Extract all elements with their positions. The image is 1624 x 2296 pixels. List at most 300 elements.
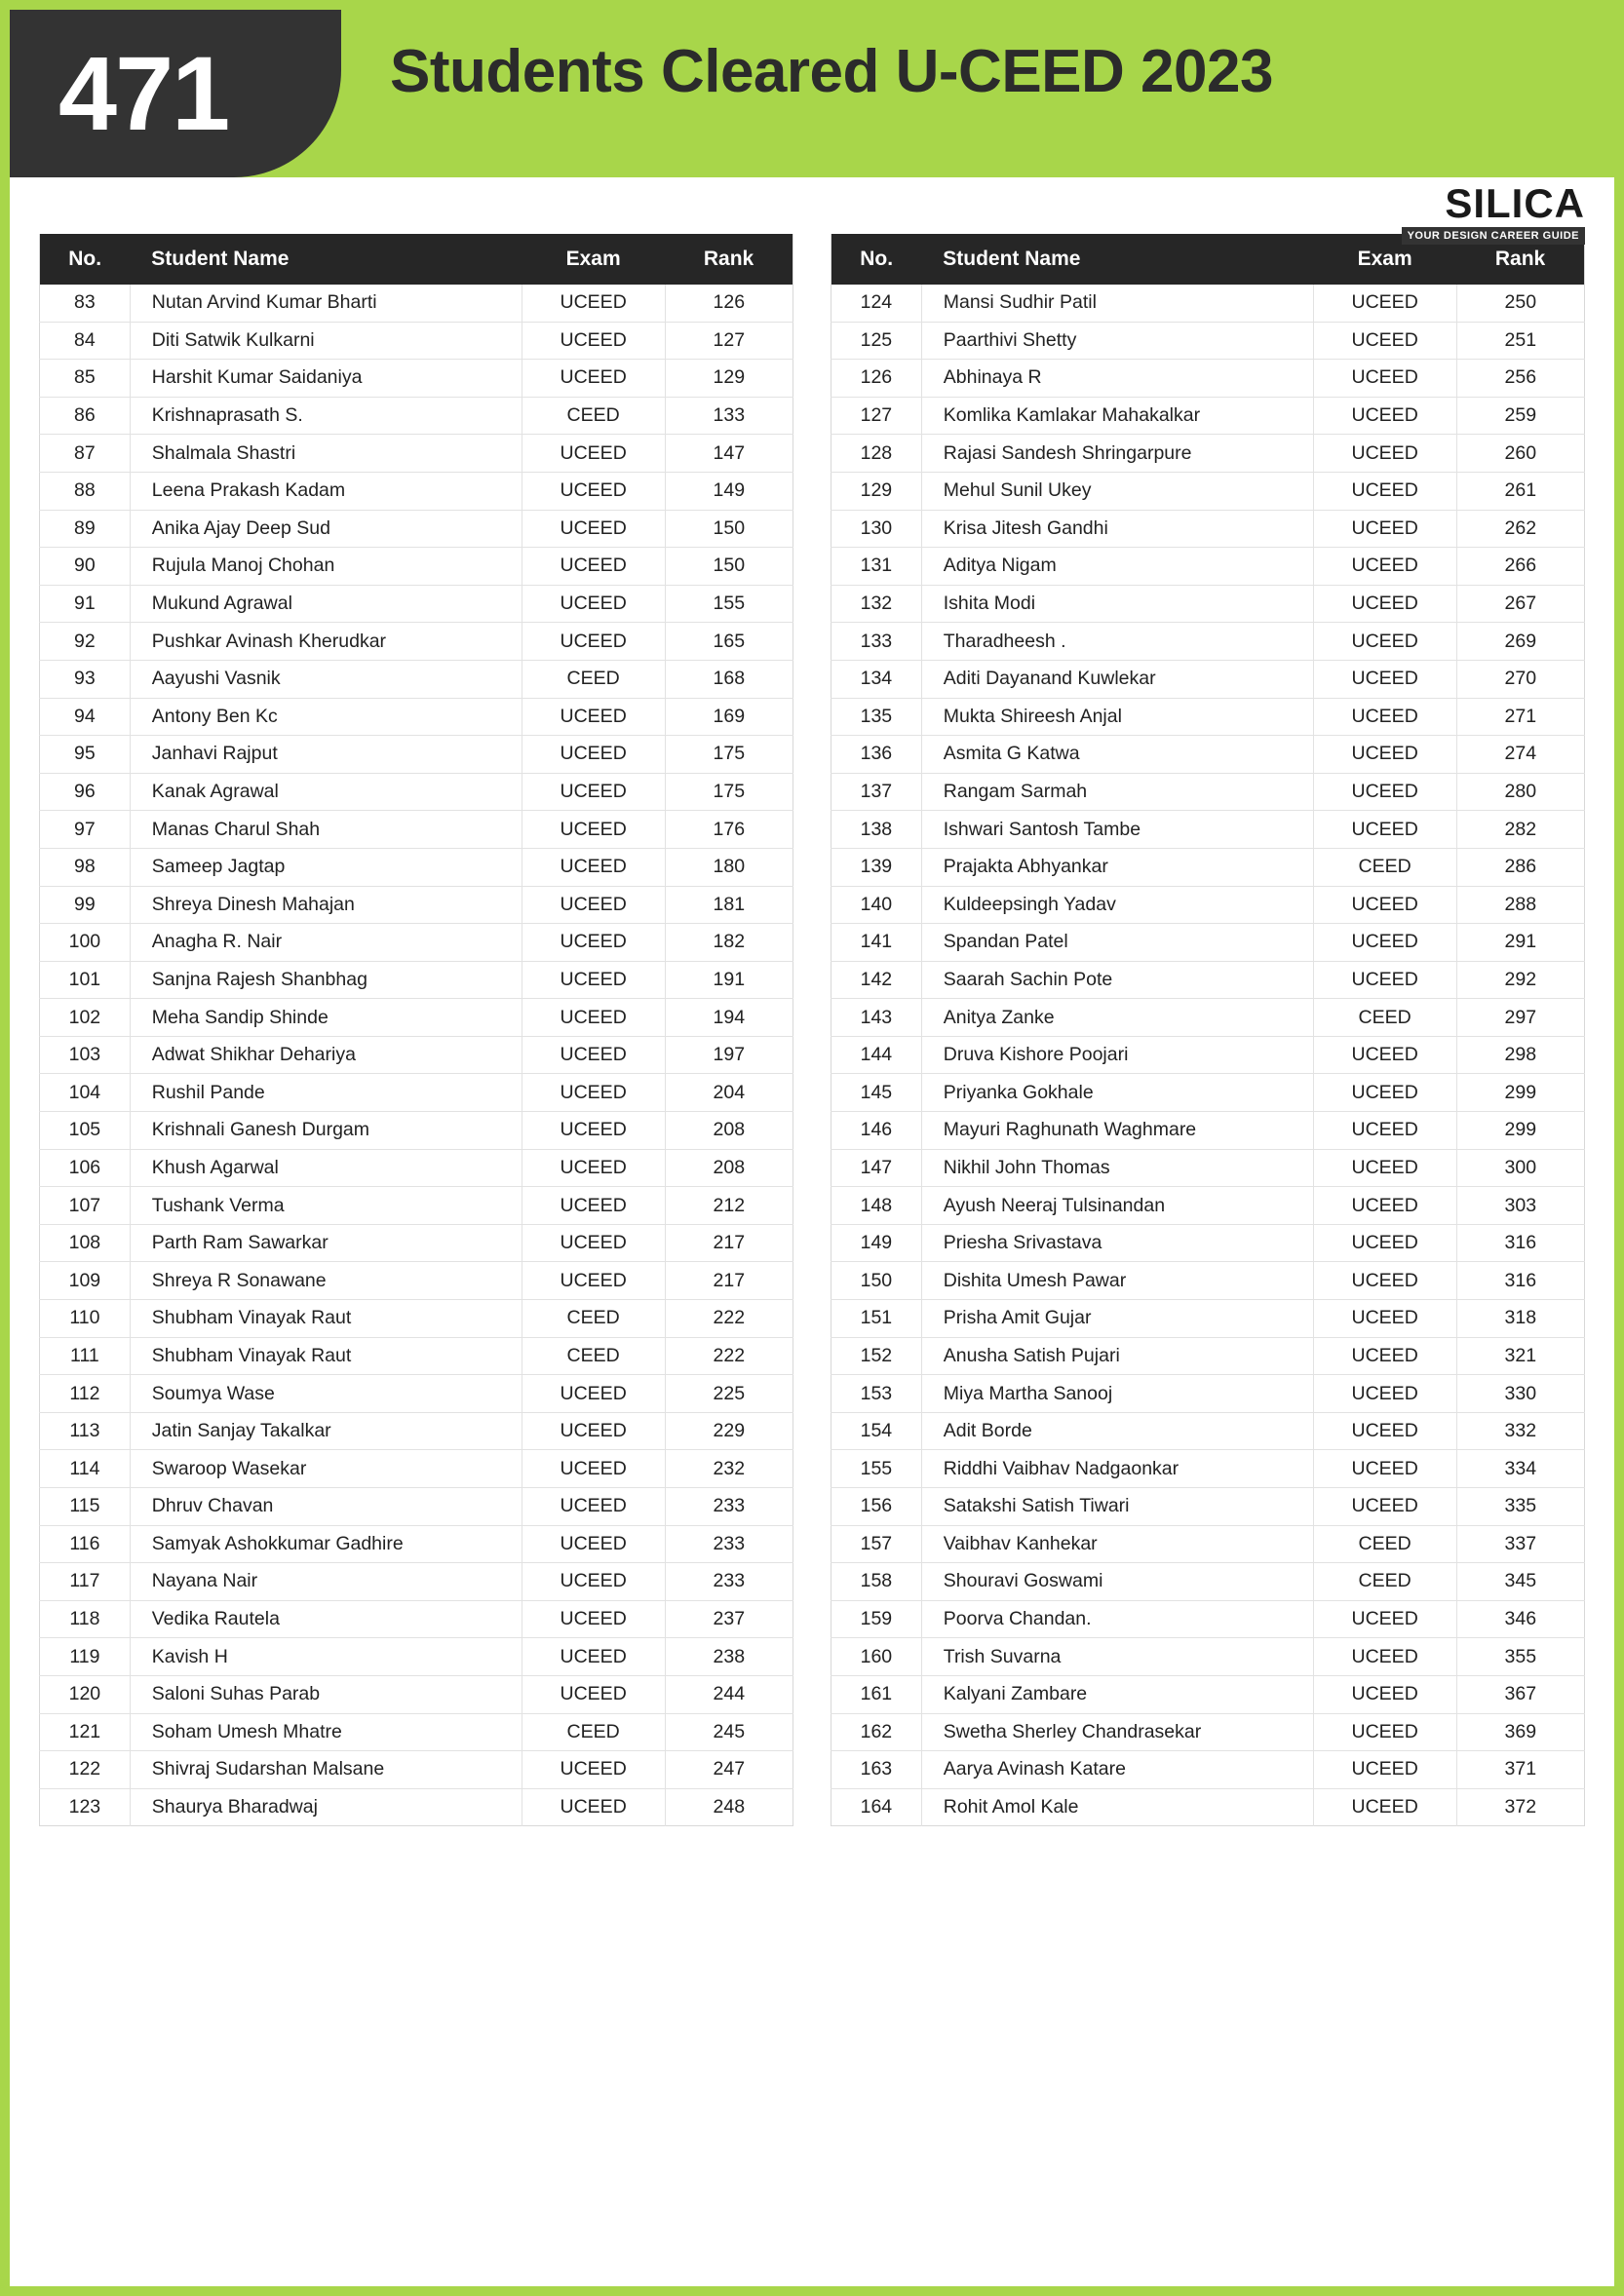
table-row	[831, 886, 1585, 924]
table-row	[831, 1751, 1585, 1789]
cell-exam: CEED	[522, 660, 665, 698]
cell-student-name: Krishnaprasath S.	[130, 397, 522, 435]
table-row	[40, 548, 793, 586]
table-row	[831, 698, 1585, 736]
cell-no: 122	[40, 1751, 131, 1789]
cell-rank: 150	[665, 510, 793, 548]
cell-student-name: Riddhi Vaibhav Nadgaonkar	[921, 1450, 1313, 1488]
cell-exam: UCEED	[1313, 472, 1456, 510]
results-tables	[10, 177, 1614, 1826]
cell-no: 155	[831, 1450, 922, 1488]
cell-rank: 225	[665, 1375, 793, 1413]
table-row	[40, 698, 793, 736]
table-row	[40, 1638, 793, 1676]
cell-exam: CEED	[1313, 999, 1456, 1037]
cell-exam: UCEED	[522, 1488, 665, 1526]
cell-student-name: Priesha Srivastava	[921, 1224, 1313, 1262]
cell-no: 116	[40, 1525, 131, 1563]
cell-exam: UCEED	[1313, 1187, 1456, 1225]
cell-no: 143	[831, 999, 922, 1037]
cell-no: 115	[40, 1488, 131, 1526]
cell-no: 132	[831, 585, 922, 623]
cell-no: 136	[831, 736, 922, 774]
cell-student-name: Rohit Amol Kale	[921, 1788, 1313, 1826]
cell-rank: 346	[1456, 1600, 1584, 1638]
cell-exam: UCEED	[1313, 285, 1456, 322]
table-row	[40, 1675, 793, 1713]
table-row	[831, 1713, 1585, 1751]
cell-no: 96	[40, 773, 131, 811]
cell-exam: UCEED	[522, 736, 665, 774]
cell-exam: UCEED	[1313, 1488, 1456, 1526]
cell-rank: 175	[665, 773, 793, 811]
table-row	[40, 1525, 793, 1563]
cell-student-name: Nutan Arvind Kumar Bharti	[130, 285, 522, 322]
cell-student-name: Spandan Patel	[921, 924, 1313, 962]
table-row	[831, 848, 1585, 886]
cell-rank: 250	[1456, 285, 1584, 322]
cell-rank: 267	[1456, 585, 1584, 623]
table-row	[831, 736, 1585, 774]
cell-exam: UCEED	[522, 1074, 665, 1112]
cell-exam: UCEED	[522, 623, 665, 661]
cell-student-name: Ishwari Santosh Tambe	[921, 811, 1313, 849]
cell-exam: UCEED	[1313, 1149, 1456, 1187]
table-row	[40, 1112, 793, 1150]
cell-rank: 208	[665, 1112, 793, 1150]
cell-student-name: Sameep Jagtap	[130, 848, 522, 886]
cell-no: 146	[831, 1112, 922, 1150]
cell-exam: UCEED	[1313, 360, 1456, 398]
cell-exam: UCEED	[1313, 322, 1456, 360]
table-row	[831, 1450, 1585, 1488]
cell-no: 154	[831, 1412, 922, 1450]
cell-rank: 191	[665, 961, 793, 999]
cell-rank: 212	[665, 1187, 793, 1225]
cell-student-name: Druva Kishore Poojari	[921, 1036, 1313, 1074]
cell-exam: CEED	[1313, 848, 1456, 886]
cell-exam: UCEED	[522, 548, 665, 586]
column-header-exam: Exam	[522, 234, 665, 285]
cell-rank: 297	[1456, 999, 1584, 1037]
cell-no: 131	[831, 548, 922, 586]
table-row	[831, 585, 1585, 623]
cell-no: 108	[40, 1224, 131, 1262]
cell-exam: CEED	[522, 1300, 665, 1338]
cell-no: 148	[831, 1187, 922, 1225]
table-row	[40, 585, 793, 623]
cell-student-name: Kalyani Zambare	[921, 1675, 1313, 1713]
cell-student-name: Parth Ram Sawarkar	[130, 1224, 522, 1262]
cell-student-name: Sanjna Rajesh Shanbhag	[130, 961, 522, 999]
student-count-badge	[10, 10, 341, 177]
cell-student-name: Komlika Kamlakar Mahakalkar	[921, 397, 1313, 435]
cell-no: 110	[40, 1300, 131, 1338]
cell-student-name: Shaurya Bharadwaj	[130, 1788, 522, 1826]
cell-exam: UCEED	[522, 848, 665, 886]
cell-rank: 303	[1456, 1187, 1584, 1225]
cell-student-name: Rushil Pande	[130, 1074, 522, 1112]
cell-no: 162	[831, 1713, 922, 1751]
cell-exam: UCEED	[522, 1375, 665, 1413]
cell-student-name: Tushank Verma	[130, 1187, 522, 1225]
table-row	[831, 472, 1585, 510]
table-row	[831, 1224, 1585, 1262]
cell-student-name: Ishita Modi	[921, 585, 1313, 623]
table-body-left	[40, 285, 793, 1826]
cell-exam: UCEED	[1313, 1375, 1456, 1413]
table-header-row	[40, 234, 793, 285]
cell-student-name: Swaroop Wasekar	[130, 1450, 522, 1488]
cell-student-name: Kavish H	[130, 1638, 522, 1676]
cell-student-name: Prajakta Abhyankar	[921, 848, 1313, 886]
column-header-exam: Exam	[1313, 234, 1456, 285]
cell-rank: 316	[1456, 1224, 1584, 1262]
cell-no: 140	[831, 886, 922, 924]
cell-rank: 269	[1456, 623, 1584, 661]
logo-text: SILICA	[1445, 180, 1585, 226]
cell-no: 164	[831, 1788, 922, 1826]
cell-rank: 286	[1456, 848, 1584, 886]
table-row	[40, 1149, 793, 1187]
cell-no: 138	[831, 811, 922, 849]
page-header	[10, 10, 1614, 177]
cell-student-name: Rangam Sarmah	[921, 773, 1313, 811]
cell-exam: UCEED	[1313, 1262, 1456, 1300]
cell-no: 128	[831, 435, 922, 473]
cell-rank: 155	[665, 585, 793, 623]
table-row	[40, 1224, 793, 1262]
cell-student-name: Shivraj Sudarshan Malsane	[130, 1751, 522, 1789]
cell-rank: 330	[1456, 1375, 1584, 1413]
cell-student-name: Adwat Shikhar Dehariya	[130, 1036, 522, 1074]
cell-student-name: Soumya Wase	[130, 1375, 522, 1413]
cell-exam: UCEED	[1313, 736, 1456, 774]
cell-rank: 372	[1504, 1796, 1537, 1818]
table-row	[831, 435, 1585, 473]
cell-rank: 321	[1456, 1337, 1584, 1375]
cell-student-name: Mukta Shireesh Anjal	[921, 698, 1313, 736]
cell-no: 145	[831, 1074, 922, 1112]
table-row	[831, 660, 1585, 698]
cell-rank: 299	[1456, 1112, 1584, 1150]
cell-student-name: Rujula Manoj Chohan	[130, 548, 522, 586]
table-row	[831, 1149, 1585, 1187]
cell-exam: UCEED	[1313, 585, 1456, 623]
cell-no: 149	[831, 1224, 922, 1262]
cell-no: 124	[831, 285, 922, 322]
cell-rank: 291	[1456, 924, 1584, 962]
cell-rank: 270	[1456, 660, 1584, 698]
cell-exam: UCEED	[1313, 1450, 1456, 1488]
cell-student-name: Nikhil John Thomas	[921, 1149, 1313, 1187]
cell-student-name: Aditi Dayanand Kuwlekar	[921, 660, 1313, 698]
cell-student-name: Dhruv Chavan	[130, 1488, 522, 1526]
cell-exam: UCEED	[522, 698, 665, 736]
cell-exam: CEED	[522, 1713, 665, 1751]
cell-rank: 245	[665, 1713, 793, 1751]
table-row	[40, 736, 793, 774]
cell-no: 133	[831, 623, 922, 661]
cell-rank: 288	[1456, 886, 1584, 924]
table-row	[831, 773, 1585, 811]
cell-exam: UCEED	[522, 924, 665, 962]
cell-exam: UCEED	[522, 285, 665, 322]
cell-rank: 182	[665, 924, 793, 962]
cell-exam: CEED	[1313, 1525, 1456, 1563]
cell-no: 111	[40, 1337, 131, 1375]
cell-no: 92	[40, 623, 131, 661]
cell-student-name: Janhavi Rajput	[130, 736, 522, 774]
cell-student-name: Samyak Ashokkumar Gadhire	[130, 1525, 522, 1563]
table-row	[40, 510, 793, 548]
cell-rank: 248	[713, 1796, 746, 1818]
cell-student-name: Anitya Zanke	[921, 999, 1313, 1037]
table-row	[831, 548, 1585, 586]
cell-rank: 126	[665, 285, 793, 322]
column-header-no: No.	[40, 234, 131, 285]
cell-rank: 197	[665, 1036, 793, 1074]
cell-rank: 147	[665, 435, 793, 473]
cell-no: 90	[40, 548, 131, 586]
cell-no: 112	[40, 1375, 131, 1413]
results-table-left	[39, 234, 793, 1826]
cell-no: 93	[40, 660, 131, 698]
cell-no: 147	[831, 1149, 922, 1187]
cell-rank: 217	[665, 1224, 793, 1262]
cell-exam: UCEED	[1313, 1713, 1456, 1751]
cell-rank: 238	[665, 1638, 793, 1676]
cell-exam: UCEED	[1313, 698, 1456, 736]
table-row	[831, 1262, 1585, 1300]
cell-no: 126	[831, 360, 922, 398]
cell-student-name: Vedika Rautela	[130, 1600, 522, 1638]
silica-logo	[1402, 180, 1585, 245]
cell-student-name: Ayush Neeraj Tulsinandan	[921, 1187, 1313, 1225]
table-row	[831, 1112, 1585, 1150]
table-row	[831, 961, 1585, 999]
table-row	[40, 999, 793, 1037]
cell-student-name: Asmita G Katwa	[921, 736, 1313, 774]
cell-rank: 168	[665, 660, 793, 698]
cell-rank: 369	[1456, 1713, 1584, 1751]
cell-rank: 299	[1456, 1074, 1584, 1112]
table-row	[831, 397, 1585, 435]
cell-rank: 298	[1456, 1036, 1584, 1074]
cell-exam: UCEED	[522, 999, 665, 1037]
cell-no: 103	[40, 1036, 131, 1074]
cell-rank: 194	[665, 999, 793, 1037]
cell-exam: UCEED	[1313, 811, 1456, 849]
cell-no: 117	[40, 1563, 131, 1601]
cell-student-name: Prisha Amit Gujar	[921, 1300, 1313, 1338]
cell-student-name: Nayana Nair	[130, 1563, 522, 1601]
cell-rank: 244	[665, 1675, 793, 1713]
cell-exam: UCEED	[522, 435, 665, 473]
cell-exam: UCEED	[522, 1224, 665, 1262]
cell-exam: UCEED	[1313, 1337, 1456, 1375]
cell-exam: UCEED	[1313, 660, 1456, 698]
cell-rank: 127	[665, 322, 793, 360]
cell-rank: 217	[665, 1262, 793, 1300]
table-row	[40, 1600, 793, 1638]
table-row	[40, 848, 793, 886]
cell-exam: UCEED	[522, 1450, 665, 1488]
column-header-student-name: Student Name	[130, 234, 522, 285]
table-row	[831, 285, 1585, 322]
cell-student-name: Mayuri Raghunath Waghmare	[921, 1112, 1313, 1150]
page-title: Students Cleared U-CEED 2023	[390, 38, 1273, 105]
cell-student-name: Kanak Agrawal	[130, 773, 522, 811]
cell-student-name: Satakshi Satish Tiwari	[921, 1488, 1313, 1526]
table-row	[831, 360, 1585, 398]
cell-student-name: Krisa Jitesh Gandhi	[921, 510, 1313, 548]
table-row	[40, 1262, 793, 1300]
table-row	[40, 1751, 793, 1789]
cell-no: 163	[831, 1751, 922, 1789]
table-row	[831, 1488, 1585, 1526]
cell-exam: UCEED	[1313, 1112, 1456, 1150]
cell-exam: UCEED	[1313, 1788, 1456, 1826]
table-row	[40, 961, 793, 999]
cell-no: 109	[40, 1262, 131, 1300]
cell-no: 100	[40, 924, 131, 962]
cell-rank: 262	[1456, 510, 1584, 548]
cell-exam: UCEED	[1313, 961, 1456, 999]
cell-rank: 133	[665, 397, 793, 435]
cell-student-name: Shubham Vinayak Raut	[130, 1300, 522, 1338]
cell-rank: 233	[665, 1525, 793, 1563]
cell-exam: UCEED	[522, 472, 665, 510]
cell-exam: UCEED	[522, 886, 665, 924]
cell-exam: UCEED	[1313, 435, 1456, 473]
table-row	[831, 1074, 1585, 1112]
table-row	[831, 1375, 1585, 1413]
cell-rank: 266	[1456, 548, 1584, 586]
cell-no: 98	[40, 848, 131, 886]
cell-no: 86	[40, 397, 131, 435]
cell-rank: 233	[665, 1563, 793, 1601]
cell-rank: 208	[665, 1149, 793, 1187]
cell-student-name: Mukund Agrawal	[130, 585, 522, 623]
cell-no: 125	[831, 322, 922, 360]
table-row	[40, 1300, 793, 1338]
cell-no: 137	[831, 773, 922, 811]
cell-rank: 300	[1456, 1149, 1584, 1187]
table-row	[40, 1563, 793, 1601]
cell-no: 102	[40, 999, 131, 1037]
cell-no: 83	[40, 285, 131, 322]
cell-student-name: Aditya Nigam	[921, 548, 1313, 586]
table-row	[40, 1450, 793, 1488]
table-row	[40, 1488, 793, 1526]
table-row	[831, 1187, 1585, 1225]
cell-exam: UCEED	[522, 773, 665, 811]
cell-student-name: Leena Prakash Kadam	[130, 472, 522, 510]
cell-rank: 237	[665, 1600, 793, 1638]
cell-student-name: Kuldeepsingh Yadav	[921, 886, 1313, 924]
results-table-right	[831, 234, 1585, 1826]
cell-rank: 222	[665, 1337, 793, 1375]
cell-student-name: Pushkar Avinash Kherudkar	[130, 623, 522, 661]
cell-student-name: Vaibhav Kanhekar	[921, 1525, 1313, 1563]
cell-rank: 292	[1456, 961, 1584, 999]
cell-exam: UCEED	[1313, 1600, 1456, 1638]
student-count-value: 471	[58, 34, 229, 152]
cell-student-name: Shalmala Shastri	[130, 435, 522, 473]
cell-exam: UCEED	[522, 1036, 665, 1074]
cell-rank: 332	[1456, 1412, 1584, 1450]
table-row	[40, 623, 793, 661]
cell-student-name: Antony Ben Kc	[130, 698, 522, 736]
cell-rank: 345	[1456, 1563, 1584, 1601]
cell-no: 156	[831, 1488, 922, 1526]
cell-rank: 169	[665, 698, 793, 736]
cell-no: 95	[40, 736, 131, 774]
cell-exam: UCEED	[522, 1525, 665, 1563]
cell-student-name: Saarah Sachin Pote	[921, 961, 1313, 999]
cell-rank: 129	[665, 360, 793, 398]
table-row	[40, 660, 793, 698]
cell-exam: UCEED	[522, 510, 665, 548]
cell-exam: UCEED	[1313, 924, 1456, 962]
cell-rank: 355	[1456, 1638, 1584, 1676]
cell-exam: UCEED	[1313, 1074, 1456, 1112]
table-row	[831, 811, 1585, 849]
table-row	[40, 1187, 793, 1225]
cell-student-name: Saloni Suhas Parab	[130, 1675, 522, 1713]
cell-rank: 150	[665, 548, 793, 586]
column-header-rank: Rank	[665, 234, 793, 285]
cell-student-name: Paarthivi Shetty	[921, 322, 1313, 360]
cell-exam: UCEED	[522, 811, 665, 849]
column-header-rank: Rank	[1456, 234, 1584, 285]
cell-no: 129	[831, 472, 922, 510]
cell-student-name: Shreya Dinesh Mahajan	[130, 886, 522, 924]
table-row	[831, 1600, 1585, 1638]
cell-no: 114	[40, 1450, 131, 1488]
cell-rank: 282	[1456, 811, 1584, 849]
cell-exam: UCEED	[522, 1675, 665, 1713]
cell-student-name: Anusha Satish Pujari	[921, 1337, 1313, 1375]
table-row	[40, 1074, 793, 1112]
cell-exam: UCEED	[522, 1412, 665, 1450]
cell-exam: UCEED	[522, 1751, 665, 1789]
cell-student-name: Tharadheesh .	[921, 623, 1313, 661]
cell-exam: UCEED	[522, 360, 665, 398]
cell-exam: UCEED	[1313, 1412, 1456, 1450]
cell-exam: UCEED	[522, 1600, 665, 1638]
cell-exam: UCEED	[522, 322, 665, 360]
cell-no: 150	[831, 1262, 922, 1300]
table-row	[831, 924, 1585, 962]
cell-no: 160	[831, 1638, 922, 1676]
cell-student-name: Krishnali Ganesh Durgam	[130, 1112, 522, 1150]
table-row	[40, 811, 793, 849]
cell-student-name: Aarya Avinash Katare	[921, 1751, 1313, 1789]
cell-rank: 232	[665, 1450, 793, 1488]
cell-exam: UCEED	[522, 1563, 665, 1601]
table-row	[40, 1412, 793, 1450]
cell-no: 89	[40, 510, 131, 548]
cell-rank: 229	[665, 1412, 793, 1450]
cell-exam: UCEED	[1313, 1300, 1456, 1338]
cell-student-name: Dishita Umesh Pawar	[921, 1262, 1313, 1300]
cell-rank: 233	[665, 1488, 793, 1526]
cell-no: 142	[831, 961, 922, 999]
cell-exam: UCEED	[522, 1112, 665, 1150]
cell-rank: 371	[1456, 1751, 1584, 1789]
